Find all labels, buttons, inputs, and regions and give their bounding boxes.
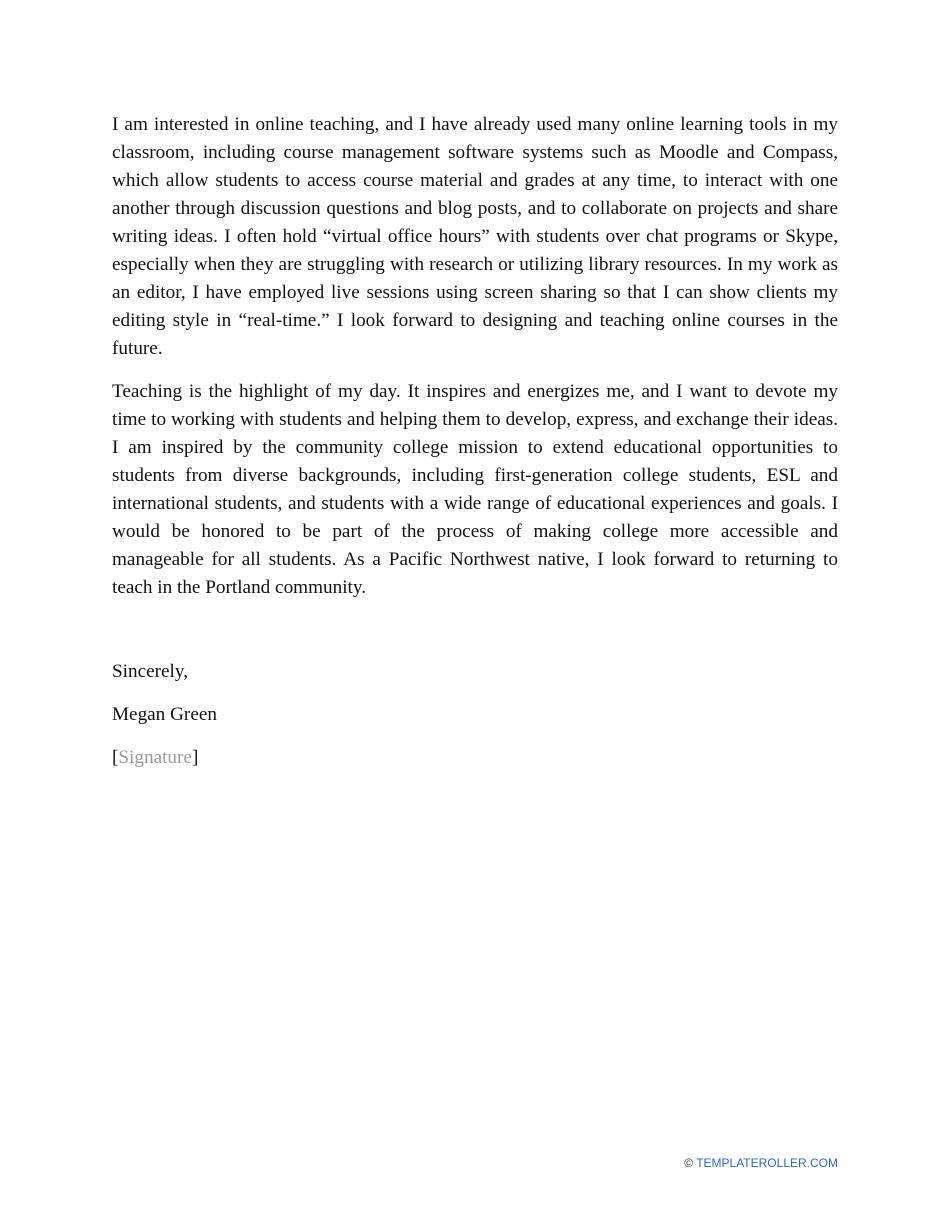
signature-bracket-close: ] [191, 747, 199, 768]
closing-salutation: Sincerely, [112, 661, 189, 682]
copyright-symbol: © [684, 1156, 694, 1170]
paragraph-teaching-highlight: Teaching is the highlight of my day. It inspires and energizes me, and I want to devote my time to working with students and helping them to develop, express, and exchange their ideas. I am inspired by the community college mission to extend educational opportunities to students from diverse backgrounds, including first-generation college students, ESL and international students, and students with a wide range of educational experiences and goals. I would be honored to be part of the process of making college more accessible and manageable for all students. As a Pacific Northwest native, I look forward to returning to teach in the Portland community. [112, 381, 838, 598]
footer-credit [684, 1155, 838, 1171]
templateroller-link[interactable]: TEMPLATEROLLER.COM [696, 1156, 838, 1170]
letter-closing [112, 658, 217, 787]
letter-body [112, 111, 838, 617]
signature-field [112, 744, 217, 772]
paragraph-online-teaching: I am interested in online teaching, and I have already used many online learning tools in my classroom, including course management software systems such as Moodle and Compass, which allow students to access course material and grades at any time, to interact with one another through discussion questions and blog posts, and to collaborate on projects and share writing ideas. I often hold “virtual office hours” with students over chat programs or Skype, especially when they are struggling with research or utilizing library resources. In my work as an editor, I have employed live sessions using screen sharing so that I can show clients my editing style in “real-time.” I look forward to designing and teaching online courses in the future. [112, 114, 838, 359]
signature-placeholder: Signature [118, 747, 192, 768]
signer-name: Megan Green [112, 704, 217, 725]
signature-bracket-open: [ [112, 747, 119, 768]
